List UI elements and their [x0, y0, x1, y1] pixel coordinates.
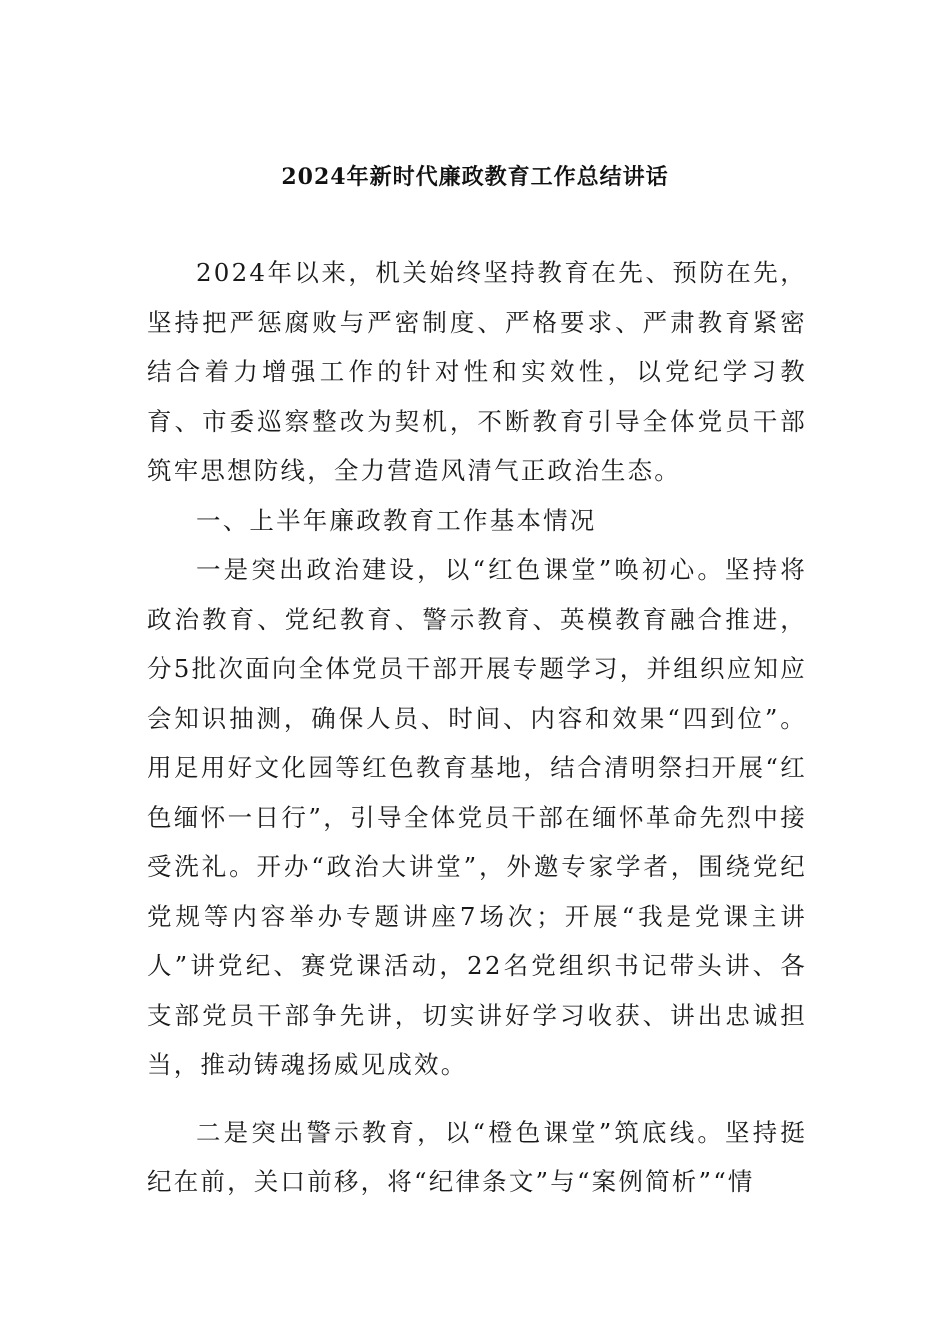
section-heading: 一、上半年廉政教育工作基本情况: [196, 505, 597, 535]
document-title: 2024年新时代廉政教育工作总结讲话: [281, 164, 669, 190]
paragraph-red-classroom: 一是突出政治建设，以“红色课堂”唤初心。坚持将政治教育、党纪教育、警示教育、英模教育融合推进，分5批次面向全体党员干部开展专题学习，并组织应知应会知识抽测，确保人员、时间、内容和效果“四到位”。用足用好文化园等红色教育基地，结合清明祭扫开展“红色缅怀一日行”，引导全体党员干部在缅怀革命先烈中接受洗礼。开办“政治大讲堂”，外邀专家学者，围绕党纪党规等内容举办专题讲座7场次；开展“我是党课主讲人”讲党纪、赛党课活动，22名党组织书记带头讲、各支部党员干部争先讲，切实讲好学习收获、讲出忠诚担当，推动铸魂扬威见成效。: [147, 555, 807, 1079]
paragraph-orange-classroom: 二是突出警示教育，以“橙色课堂”筑底线。坚持挺纪在前，关口前移，将“纪律条文”与“案例简析”“情: [147, 1117, 807, 1196]
paragraph-intro: 2024年以来，机关始终坚持教育在先、预防在先，坚持把严惩腐败与严密制度、严格要求、严肃教育紧密结合着力增强工作的针对性和实效性，以党纪学习教育、市委巡察整改为契机，不断教育引导全体党员干部筑牢思想防线，全力营造风清气正政治生态。: [147, 258, 807, 485]
document-body: [147, 248, 807, 1207]
